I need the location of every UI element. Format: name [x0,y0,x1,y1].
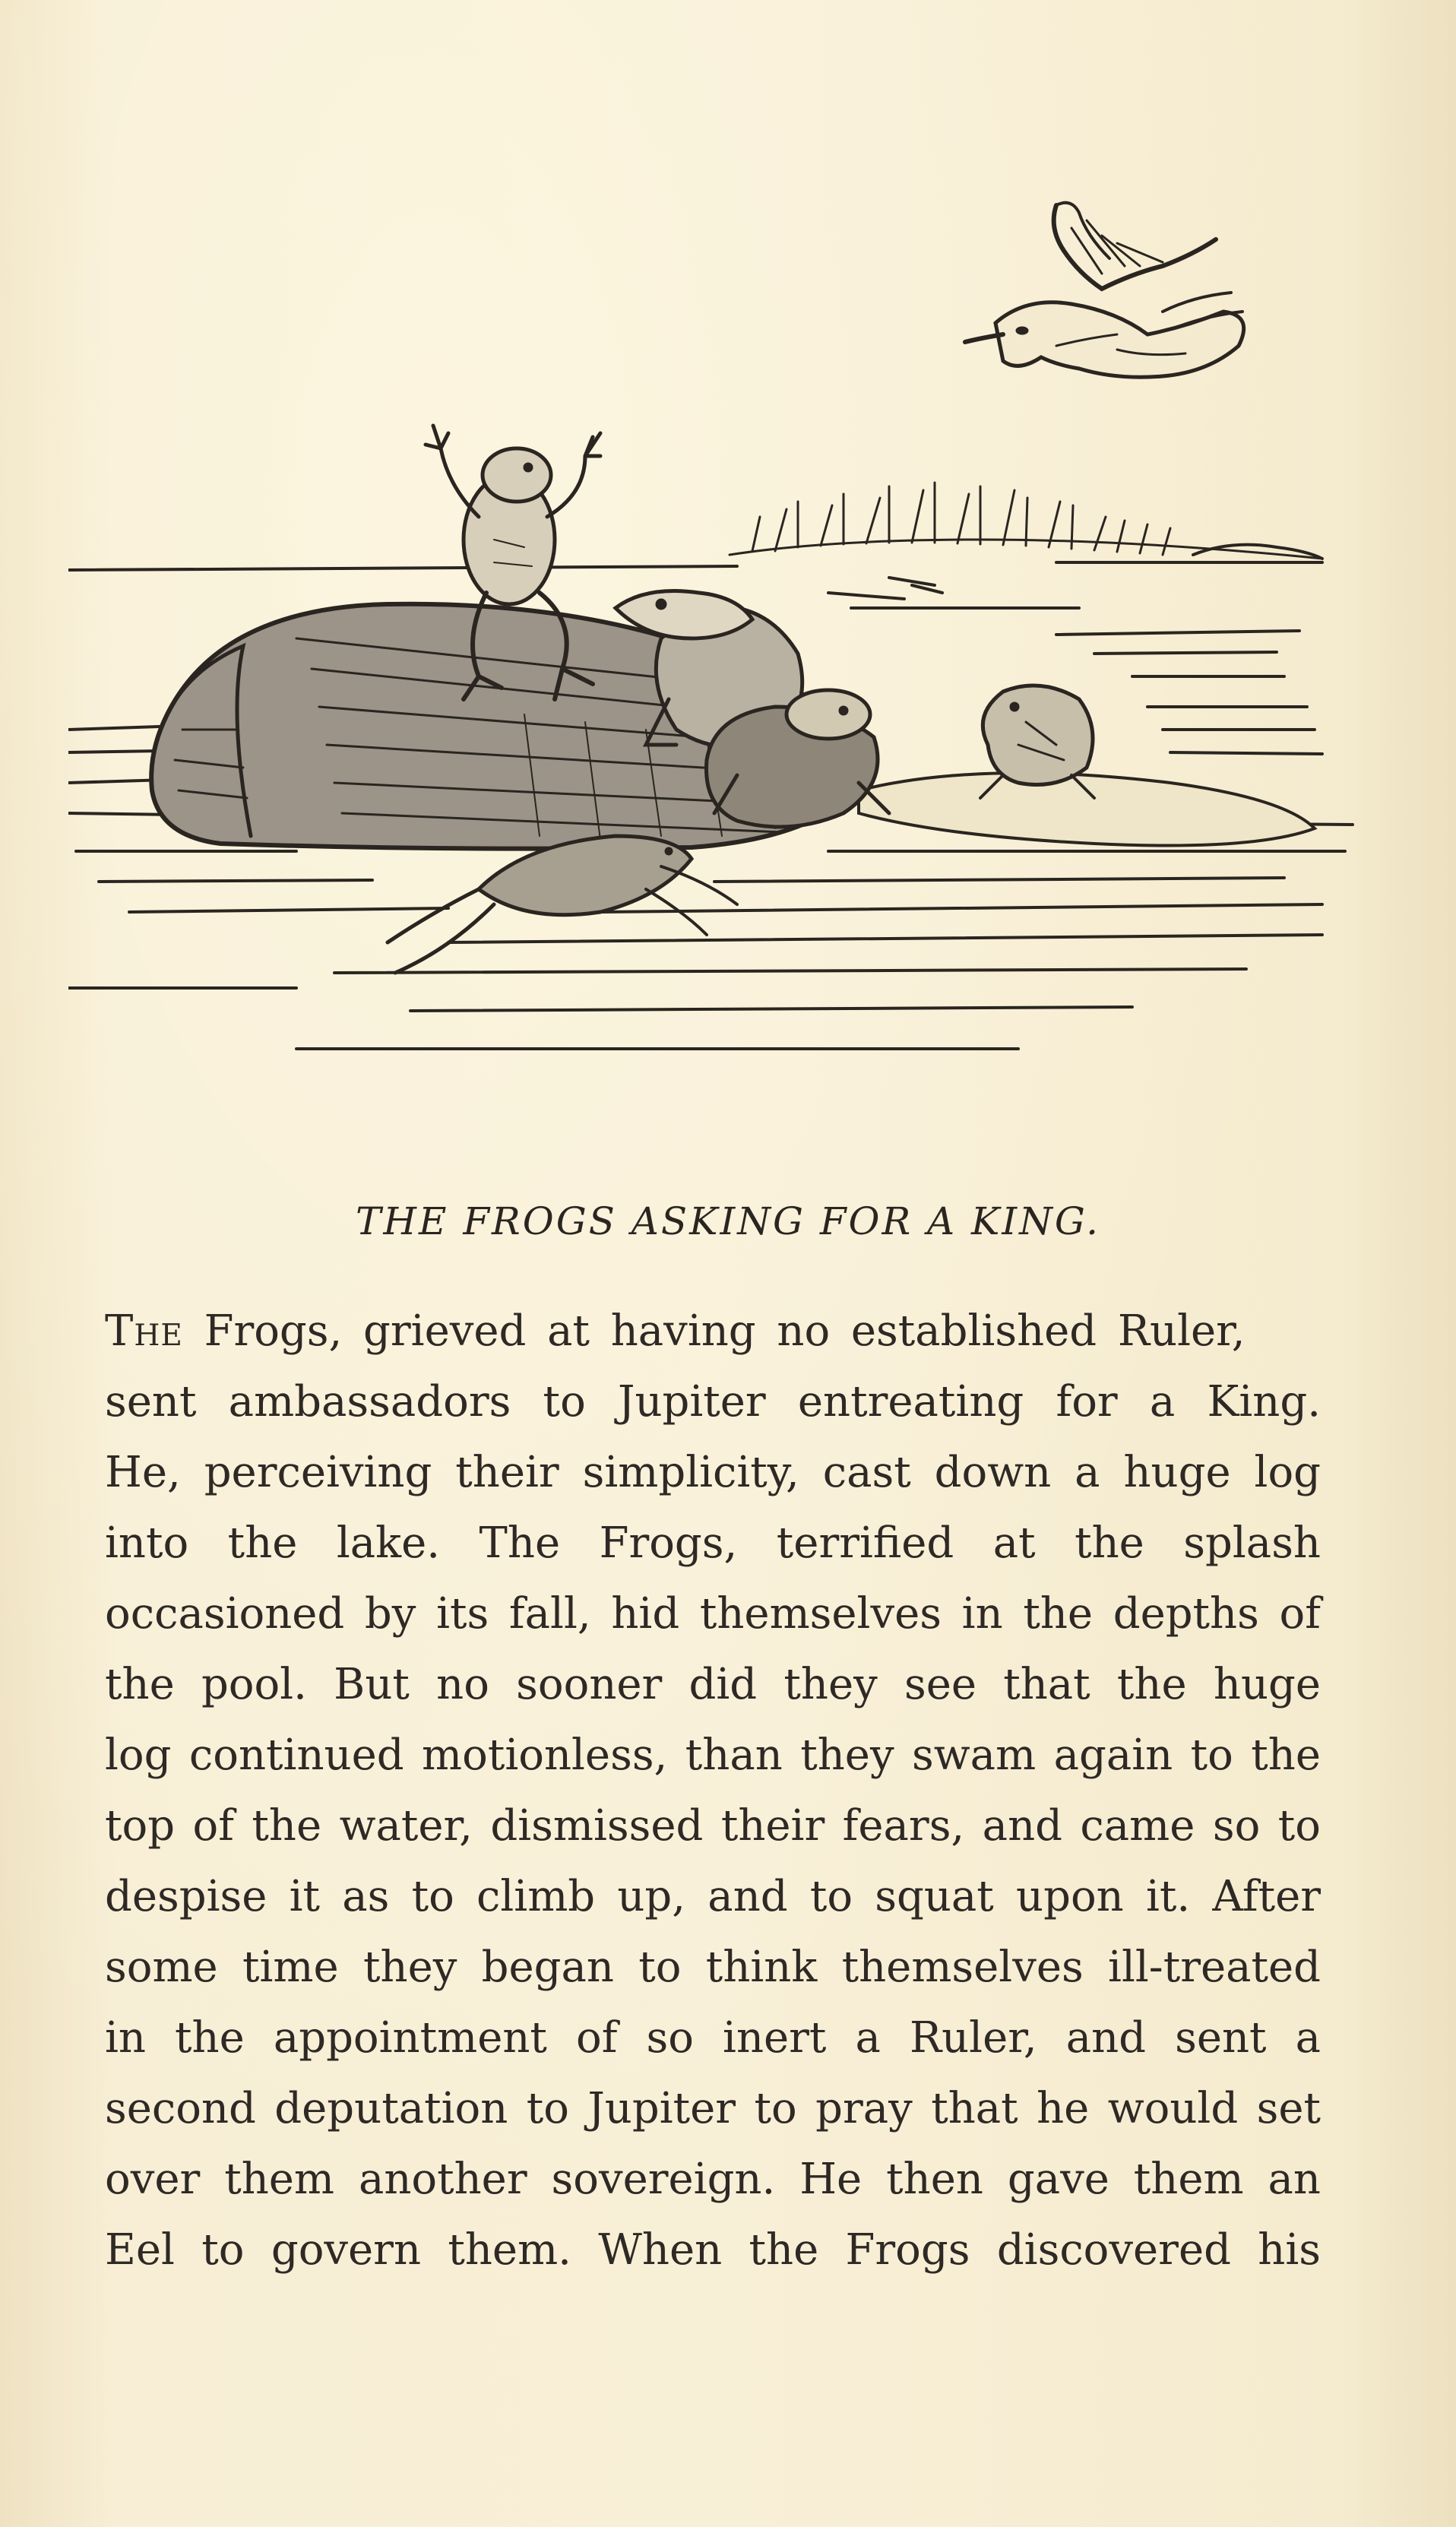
fable-text [105,1296,1321,2285]
text-line: occasioned by its fall, hid themselves in the depths of [105,1589,1321,1639]
text-line: some time they began to think themselves ill-treated [105,1943,1321,1992]
text-line: Eel to govern them. When the Frogs discovered his [105,2225,1321,2275]
text-line: despise it as to climb up, and to squat upon it. After [105,1872,1321,1921]
swimming-frog-icon [388,836,737,973]
text-line: second deputation to Jupiter to pray that he would set [105,2084,1321,2133]
frogs-king-illustration [68,182,1360,1110]
text-line: in the appointment of so inert a Ruler, and sent a [105,2013,1321,2063]
text-line-content [105,1306,1246,1356]
right-frog-icon [980,686,1094,798]
text-line: sent ambassadors to Jupiter entreating for a King. [105,1377,1321,1427]
opening-word: The [105,1306,183,1356]
text-line: log continued motionless, than they swam again to the [105,1731,1321,1780]
first-line-rest: Frogs, grieved at having no established Ruler, [182,1306,1246,1356]
text-line: He, perceiving their simplicity, cast down a huge log [105,1448,1321,1497]
text-line: into the lake. The Frogs, terrified at the splash [105,1518,1321,1568]
flying-bird-icon [965,203,1244,378]
reeds [730,483,1322,559]
text-line: the pool. But no sooner did they see that the huge [105,1660,1321,1709]
text-line: over them another sovereign. He then gave them an [105,2155,1321,2204]
text-line: top of the water, dismissed their fears, and came so to [105,1801,1321,1851]
floating-board [859,773,1315,845]
illustration-caption: THE FROGS ASKING FOR A KING. [356,1199,1100,1243]
text-line [105,1296,1321,1366]
